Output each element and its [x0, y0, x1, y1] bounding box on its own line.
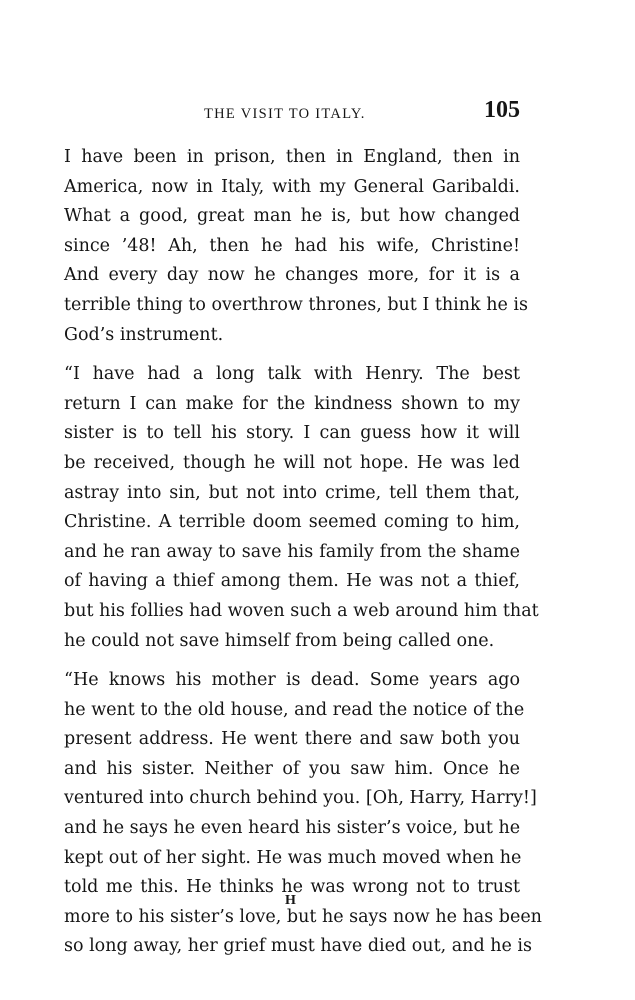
text-line: And every day now he changes more, for it is a: [64, 265, 520, 286]
text-line: and his sister. Neither of you saw him. Once he: [64, 758, 520, 779]
text-line: Christine. A terrible doom seemed coming to him,: [64, 512, 520, 533]
signature-mark: H: [285, 893, 297, 908]
text-line: sister is to tell his story. I can guess how it will: [64, 423, 520, 444]
text-line: astray into sin, but not into crime, tell them that,: [64, 482, 520, 503]
text-line: America, now in Italy, with my General Garibaldi.: [64, 176, 520, 197]
body-text: [64, 143, 542, 962]
text-line: more to his sister’s love, but he says now he has been: [64, 906, 542, 927]
text-line: return I can make for the kindness shown to my: [64, 393, 520, 414]
page-number: 105: [484, 97, 520, 123]
paragraph-space: [64, 350, 520, 360]
text-line: I have been in prison, then in England, then in: [64, 147, 520, 167]
text-line: “He knows his mother is dead. Some years ago: [64, 670, 520, 691]
running-header: [64, 98, 520, 130]
text-line: kept out of her sight. He was much moved when he: [64, 847, 522, 868]
text-line: “I have had a long talk with Henry. The best: [64, 364, 520, 385]
text-line: God’s instrument.: [64, 324, 224, 345]
text-line: terrible thing to overthrow thrones, but I think he is: [64, 294, 528, 315]
text-line: he went to the old house, and read the notice of the: [64, 699, 525, 720]
text-line: be received, though he will not hope. He was led: [64, 452, 520, 473]
text-line: told me this. He thinks he was wrong not to trust: [64, 877, 520, 898]
text-line: and he says he even heard his sister’s voice, but he: [64, 818, 521, 839]
paragraph-space: [64, 656, 520, 666]
text-line: What a good, great man he is, but how changed: [64, 206, 520, 227]
text-line: so long away, her grief must have died out, and he is: [64, 936, 532, 957]
running-title: THE VISIT TO ITALY.: [204, 106, 366, 122]
text-line: since ’48! Ah, then he had his wife, Christine!: [64, 235, 520, 256]
text-line: present address. He went there and saw both you: [64, 729, 520, 750]
text-line: he could not save himself from being called one.: [64, 630, 495, 651]
text-line: ventured into church behind you. [Oh, Harry, Harry!]: [64, 788, 537, 809]
text-line: and he ran away to save his family from the shame: [64, 541, 520, 562]
text-line: but his follies had woven such a web around him that: [64, 600, 539, 621]
text-line: of having a thief among them. He was not a thief,: [64, 571, 520, 592]
